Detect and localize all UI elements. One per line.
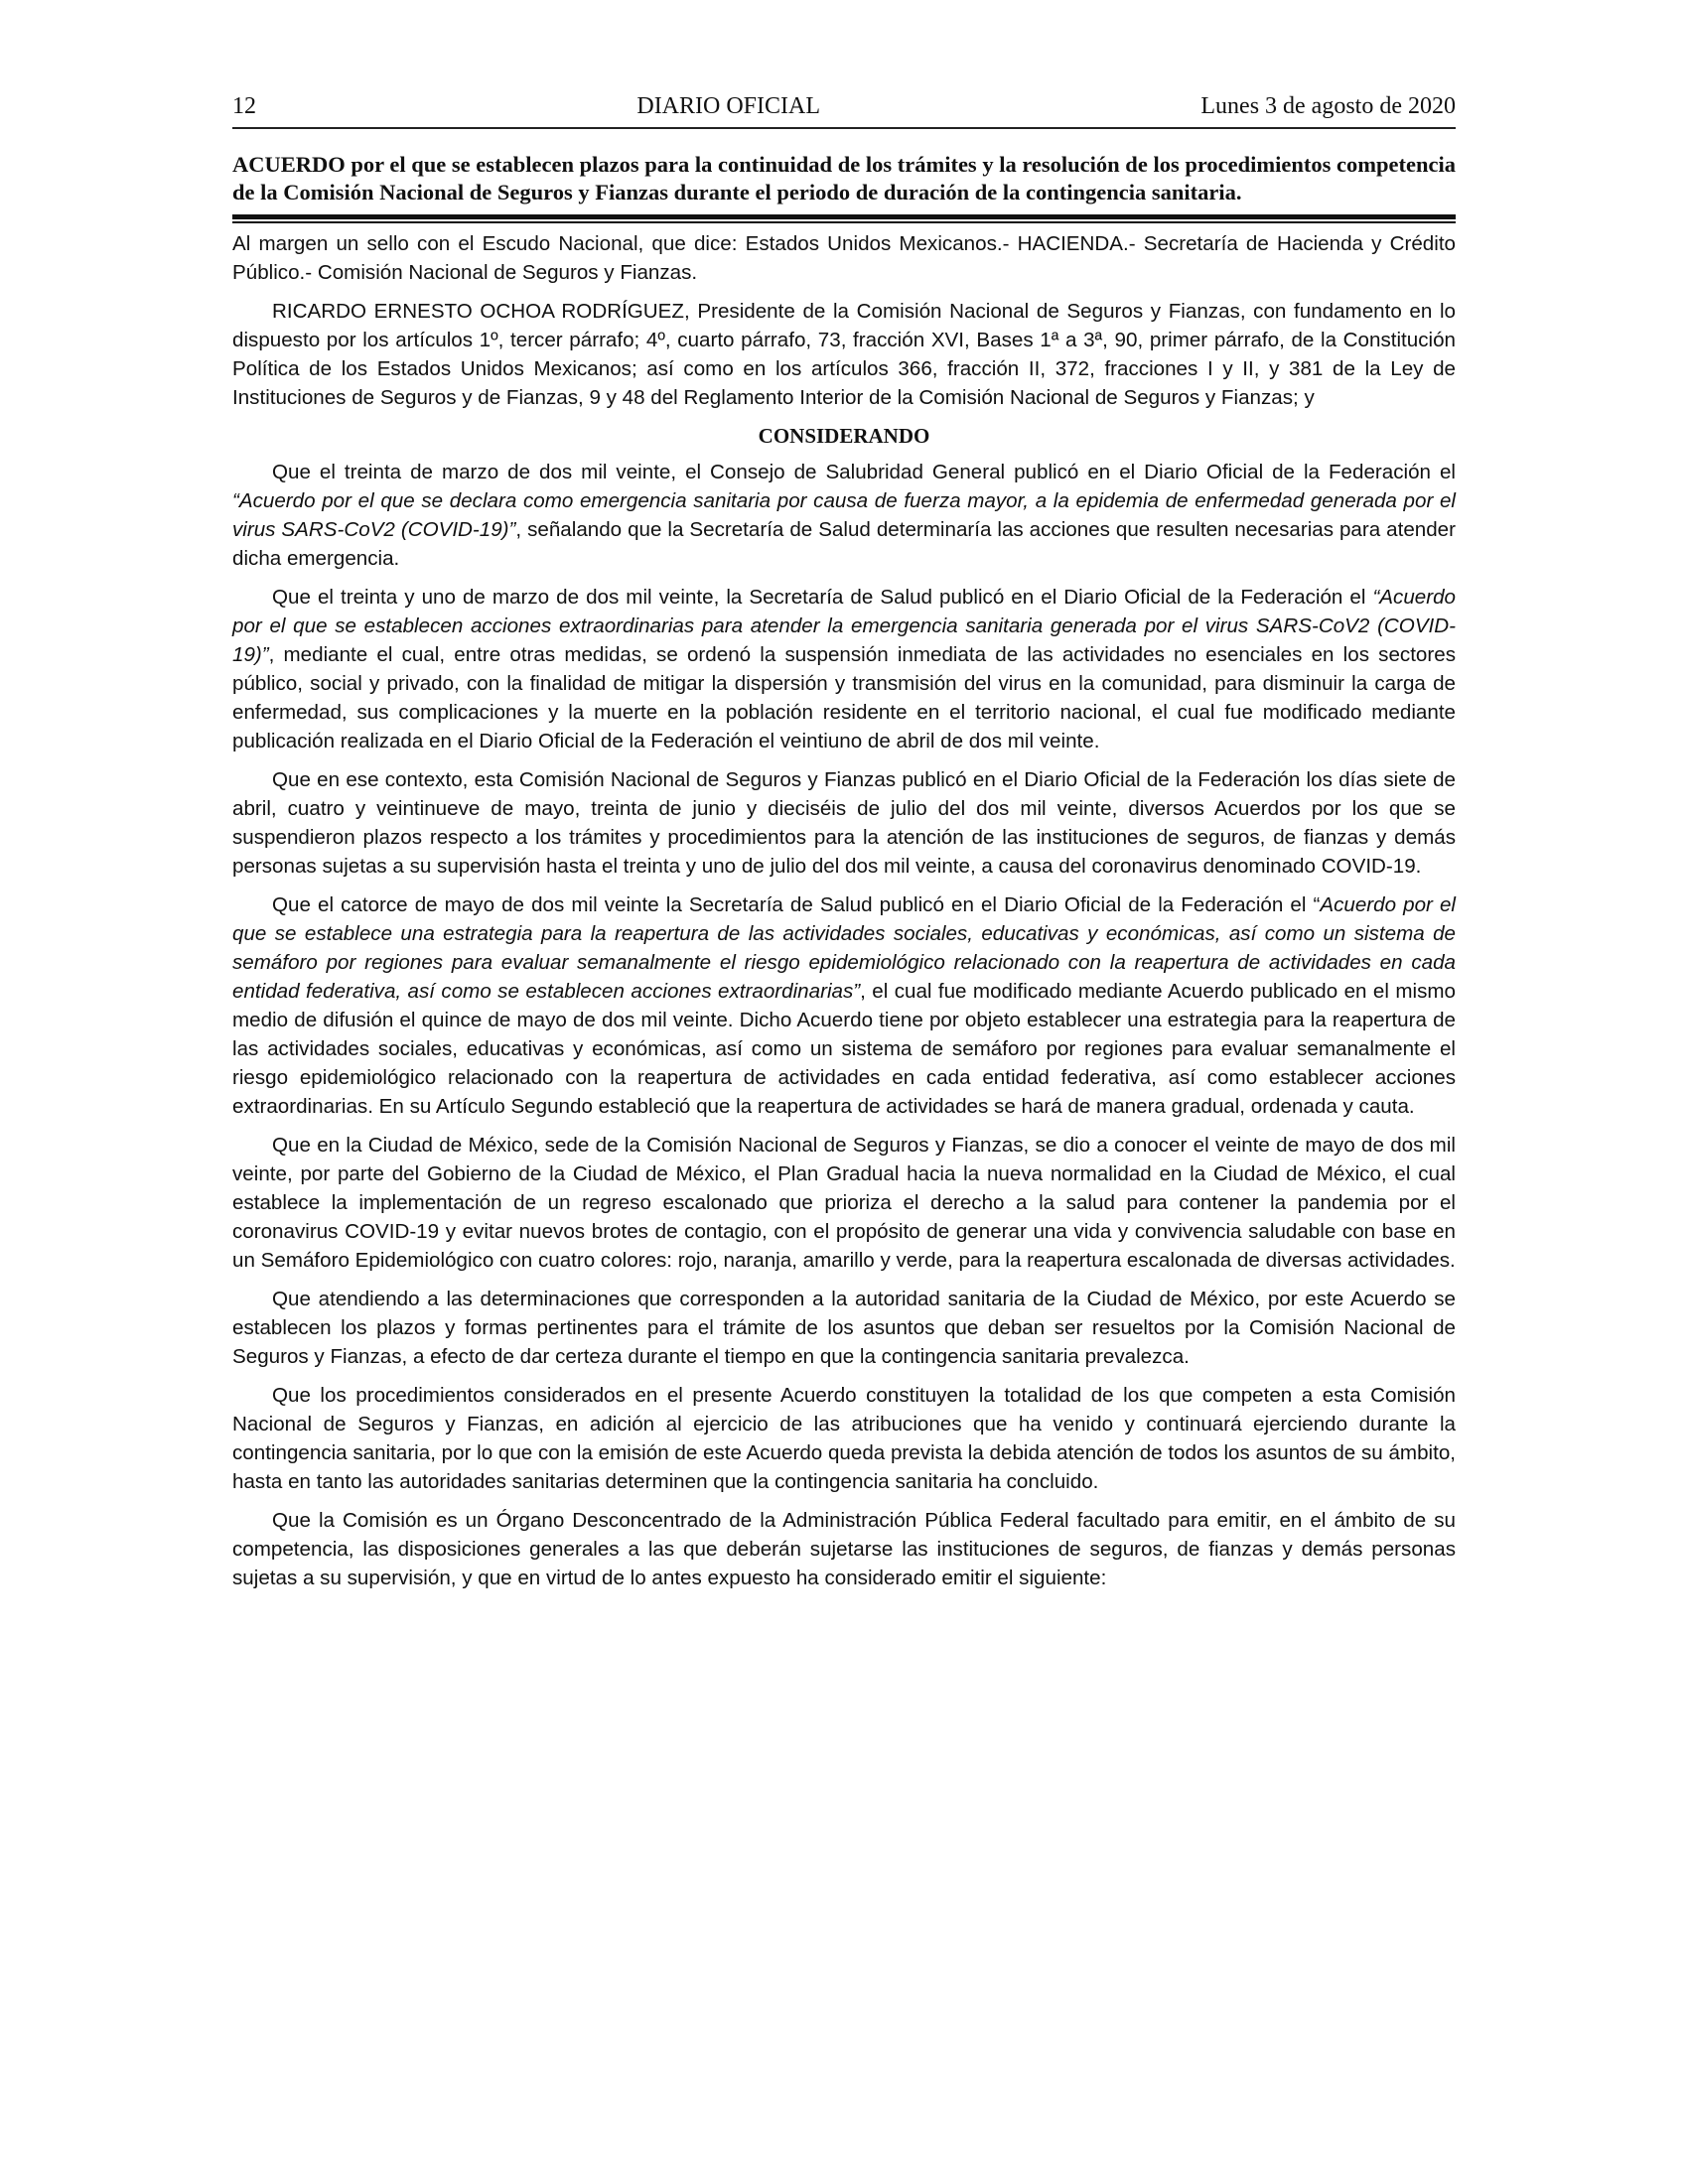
document-body	[232, 229, 1456, 1592]
considerando-paragraph-8: Que la Comisión es un Órgano Desconcentrado de la Administración Pública Federal facultado para emitir, en el ámbito de su competencia, las disposiciones generales a las que deberán sujetarse las instituciones de seguros, de fianzas y demás personas sujetas a su supervisión, y que en virtud de lo antes expuesto ha considerado emitir el siguiente:	[232, 1509, 1456, 1589]
document-page	[232, 91, 1456, 1602]
considerando-paragraph-2	[232, 583, 1456, 755]
paragraph-text: , el cual fue modificado mediante Acuerdo publicado en el mismo medio de difusión el quince de mayo de dos mil veinte. Dicho Acuerdo tiene por objeto establecer una estrategia para la reapertura de las actividades sociales, educativas y económicas, así como un sistema de semáforo por regiones para evaluar semanalmente el riesgo epidemiológico relacionado con la reapertura de actividades en cada entidad federativa, así como establecer acciones extraordinarias. En su Artículo Segundo estableció que la reapertura de actividades se hará de manera gradual, ordenada y cauta.	[232, 980, 1456, 1118]
quoted-agreement-title: “Acuerdo por el que se establecen acciones extraordinarias para atender la emergencia sanitaria generada por el virus SARS-CoV2 (COVID-19)”	[232, 586, 1456, 666]
section-heading: CONSIDERANDO	[758, 424, 930, 448]
considerando-paragraph-1	[232, 458, 1456, 573]
publication-date: Lunes 3 de agosto de 2020	[1200, 93, 1456, 119]
considerando-paragraph-5: Que en la Ciudad de México, sede de la Comisión Nacional de Seguros y Fianzas, se dio a conocer el veinte de mayo de dos mil veinte, por parte del Gobierno de la Ciudad de México, el Plan Gradual hacia la nueva normalidad en la Ciudad de México, el cual establece la implementación de un regreso escalonado que prioriza el derecho a la salud para contener la pandemia por el coronavirus COVID-19 y evitar nuevos brotes de contagio, con el propósito de generar una vida y convivencia saludable con base en un Semáforo Epidemiológico con cuatro colores: rojo, naranja, amarillo y verde, para la reapertura escalonada de diversas actividades.	[232, 1134, 1456, 1272]
preamble-paragraph: RICARDO ERNESTO OCHOA RODRÍGUEZ, Presidente de la Comisión Nacional de Seguros y Fianzas, con fundamento en lo dispuesto por los artículos 1º, tercer párrafo; 4º, cuarto párrafo, 73, fracción XVI, Bases 1ª a 3ª, 90, primer párrafo, de la Constitución Política de los Estados Unidos Mexicanos; así como en los artículos 366, fracción II, 372, fracciones I y II, y 381 de la Ley de Instituciones de Seguros y de Fianzas, 9 y 48 del Reglamento Interior de la Comisión Nacional de Seguros y Fianzas; y	[232, 300, 1456, 409]
page-number: 12	[232, 93, 256, 119]
quoted-agreement-title: “Acuerdo por el que se declara como emergencia sanitaria por causa de fuerza mayor, a la epidemia de enfermedad generada por el virus SARS-CoV2 (COVID-19)”	[232, 489, 1456, 541]
paragraph-text: , señalando que la Secretaría de Salud determinaría las acciones que resulten necesarias para atender dicha emergencia.	[232, 518, 1456, 570]
considerando-paragraph-7: Que los procedimientos considerados en el presente Acuerdo constituyen la totalidad de los que competen a esta Comisión Nacional de Seguros y Fianzas, en adición al ejercicio de las atribuciones que ha venido y continuará ejerciendo durante la contingencia sanitaria, por lo que con la emisión de este Acuerdo queda prevista la debida atención de todos los asuntos de su ámbito, hasta en tanto las autoridades sanitarias determinen que la contingencia sanitaria ha concluido.	[232, 1384, 1456, 1493]
quoted-agreement-title: Acuerdo por el que se establece una estrategia para la reapertura de las actividades sociales, educativas y económicas, así como un sistema de semáforo por regiones para evaluar semanalmente el riesgo epidemiológico relacionado con la reapertura de actividades en cada entidad federativa, así como se establecen acciones extraordinarias”	[232, 893, 1456, 1003]
paragraph-text: Que el catorce de mayo de dos mil veinte la Secretaría de Salud publicó en el Diario Oficial de la Federación el “	[272, 893, 1321, 916]
paragraph-text: Que el treinta y uno de marzo de dos mil veinte, la Secretaría de Salud publicó en el Diario Oficial de la Federación el	[272, 586, 1373, 609]
seal-note: Al margen un sello con el Escudo Nacional, que dice: Estados Unidos Mexicanos.- HACIENDA.- Secretaría de Hacienda y Crédito Público.- Comisión Nacional de Seguros y Fianzas.	[232, 232, 1456, 284]
considerando-paragraph-4	[232, 890, 1456, 1121]
paragraph-text: , mediante el cual, entre otras medidas, se ordenó la suspensión inmediata de las actividades no esenciales en los sectores público, social y privado, con la finalidad de mitigar la dispersión y transmisión del virus en la comunidad, para disminuir la carga de enfermedad, sus complicaciones y la muerte en la población residente en el territorio nacional, el cual fue modificado mediante publicación realizada en el Diario Oficial de la Federación el veintiuno de abril de dos mil veinte.	[232, 643, 1456, 752]
title-divider	[232, 214, 1456, 223]
running-header	[232, 91, 1456, 129]
considerando-paragraph-6: Que atendiendo a las determinaciones que corresponden a la autoridad sanitaria de la Ciudad de México, por este Acuerdo se establecen los plazos y formas pertinentes para el trámite de los asuntos que deban ser resueltos por la Comisión Nacional de Seguros y Fianzas, a efecto de dar certeza durante el tiempo en que la contingencia sanitaria prevalezca.	[232, 1288, 1456, 1368]
considerando-paragraph-3: Que en ese contexto, esta Comisión Nacional de Seguros y Fianzas publicó en el Diario Oficial de la Federación los días siete de abril, cuatro y veintinueve de mayo, treinta de junio y dieciséis de julio del dos mil veinte, diversos Acuerdos por los que se suspendieron plazos respecto a los trámites y procedimientos para la atención de las instituciones de seguros, de fianzas y demás personas sujetas a su supervisión hasta el treinta y uno de julio del dos mil veinte, a causa del coronavirus denominado COVID-19.	[232, 768, 1456, 878]
publication-name: DIARIO OFICIAL	[636, 93, 821, 119]
paragraph-text: Que el treinta de marzo de dos mil veinte, el Consejo de Salubridad General publicó en el Diario Oficial de la Federación el	[272, 461, 1456, 483]
document-title: ACUERDO por el que se establecen plazos para la continuidad de los trámites y la resolución de los procedimientos competencia de la Comisión Nacional de Seguros y Fianzas durante el periodo de duración de la contingencia sanitaria.	[232, 152, 1456, 205]
